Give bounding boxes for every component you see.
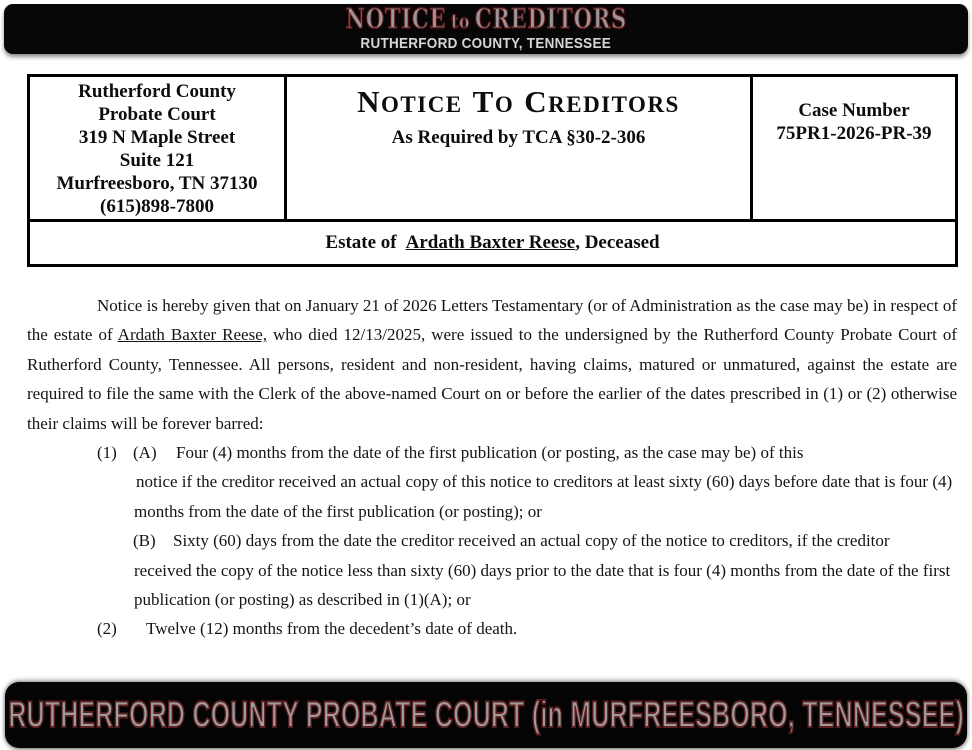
notice-title-word-3 — [524, 84, 680, 119]
term-marker-2: (2) — [97, 619, 117, 639]
estate-suffix: , Deceased — [575, 232, 660, 253]
top-banner-title-post: CREDITORS — [474, 4, 627, 35]
notice-title-w1-rest: OTICE — [381, 92, 463, 117]
footer-banner — [5, 682, 967, 748]
term-marker-b: (B) — [133, 531, 156, 551]
notice-title-word-1 — [357, 84, 463, 119]
header-table-row-1 — [30, 77, 955, 222]
creditor-terms — [27, 438, 957, 644]
notice-subtitle: As Required by TCA §30-2-306 — [391, 127, 646, 148]
top-banner-title-pre: NOTICE — [345, 4, 446, 35]
term-2-text: Twelve (12) months from the decedent’s date of death. — [146, 619, 518, 639]
term-b-line-3: publication (or posting) as described in (1)(A); or — [134, 590, 471, 610]
top-banner-subtitle: RUTHERFORD COUNTY, TENNESSEE — [360, 36, 612, 52]
notice-title-w3-cap: C — [524, 84, 549, 119]
address-line-1: Rutherford County — [78, 81, 236, 102]
term-line-2 — [27, 614, 957, 643]
footer-banner-title: RUTHERFORD COUNTY PROBATE COURT (in MURFREESBORO, TENNESSEE) — [8, 694, 964, 735]
notice-title-word-2 — [472, 84, 515, 119]
address-line-5: Murfreesboro, TN 37130 — [56, 173, 258, 194]
top-banner-title-mid: to — [450, 9, 470, 33]
top-banner — [4, 4, 968, 54]
decedent-name: Ardath Baxter Reese, — [117, 325, 268, 345]
notice-paragraph — [27, 291, 957, 438]
address-line-3: 319 N Maple Street — [78, 127, 236, 148]
header-table — [27, 74, 958, 267]
term-b-line-1: Sixty (60) days from the date the creditor received an actual copy of the notice to creditors, if the creditor — [173, 531, 890, 551]
term-a-line-1: Four (4) months from the date of the first publication (or posting, as the case may be) of this — [176, 443, 804, 462]
notice-title-w1-cap: N — [357, 84, 382, 119]
top-banner-title — [345, 6, 626, 35]
paragraph-part-1: Notice is hereby given that on January 21 of 2026 Letters Testamentary (or of Administration as the case may be) in respect of the estate of — [27, 296, 957, 345]
address-line-2: Probate Court — [98, 104, 216, 125]
term-b-line-2: received the copy of the notice less than sixty (60) days prior to the date that is four (4) months from the date of the first — [134, 560, 951, 580]
notice-title-w3-rest: REDITORS — [548, 92, 680, 117]
address-line-6: (615)898-7800 — [100, 196, 214, 217]
term-line-1a — [27, 438, 957, 467]
notice-title-w2-cap: T — [472, 84, 495, 119]
notice-title-cell — [287, 77, 753, 219]
case-number-label: Case Number — [798, 100, 910, 121]
paragraph-part-2: who died 12/13/2025, were issued to the undersigned by the Rutherford County Probate Court of Rutherford County, Tennessee. All persons, resident and non-resident, having claims, matured or unmatured, against the estate are required to file the same with the Clerk of the above-named Court on or before the earlier of the dates prescribed in (1) or (2) otherwise their claims will be forever barred: — [27, 325, 957, 433]
term-line-1b — [27, 526, 957, 555]
notice-title — [287, 85, 750, 125]
court-address-cell — [30, 77, 287, 219]
term-marker-a: (A) — [133, 443, 157, 462]
case-number-cell — [753, 77, 955, 219]
term-marker-1: (1) — [97, 443, 117, 462]
term-a-line-3: months from the date of the first publication (or posting); or — [134, 501, 542, 521]
case-number-value: 75PR1-2026-PR-39 — [776, 123, 932, 144]
estate-name: Ardath Baxter Reese — [405, 232, 576, 253]
notice-title-w2-rest: O — [494, 92, 515, 117]
estate-row — [30, 222, 955, 264]
address-line-4: Suite 121 — [119, 150, 195, 171]
term-a-line-2: notice if the creditor received an actual copy of this notice to creditors at least sixty (60) days before date that is four (4) — [136, 472, 953, 492]
estate-prefix: Estate of — [325, 232, 397, 253]
